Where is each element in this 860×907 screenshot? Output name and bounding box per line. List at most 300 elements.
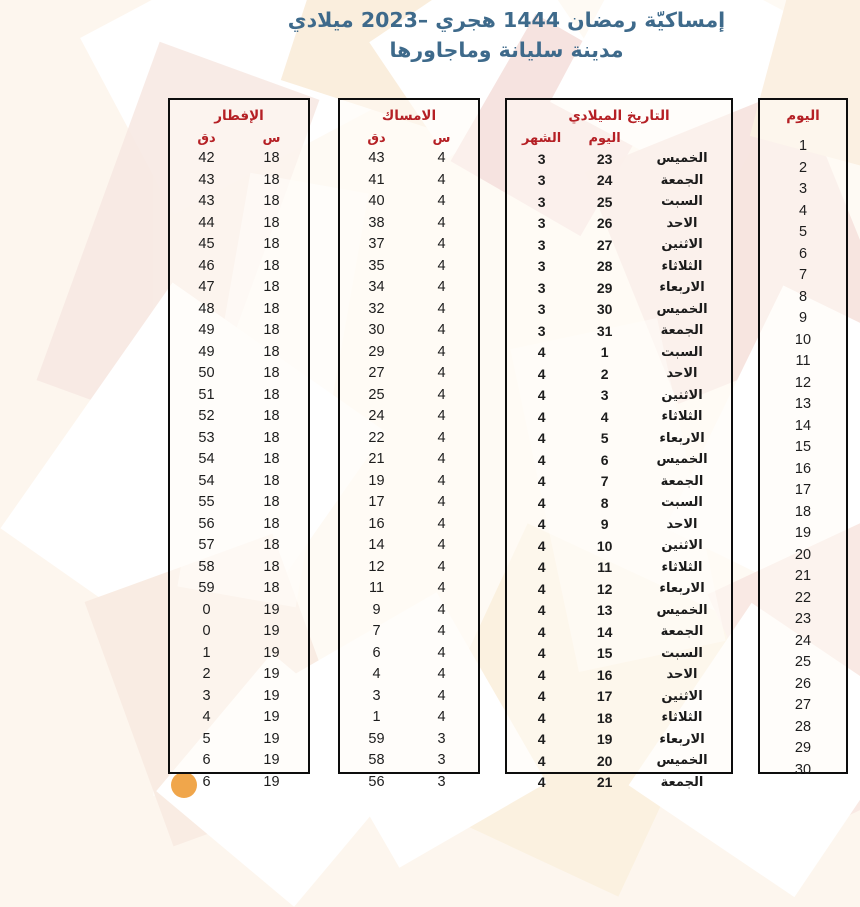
table-row <box>760 286 846 308</box>
table-row <box>760 501 846 523</box>
table-row <box>170 535 308 557</box>
table-row <box>507 750 731 772</box>
cell-ramadan-day: 9 <box>798 310 808 327</box>
table-row <box>760 695 846 717</box>
table-row <box>760 351 846 373</box>
cell-gregorian-month: 4 <box>537 559 546 576</box>
table-row <box>340 320 478 342</box>
cell-weekday-name: الاثنين <box>661 237 703 253</box>
cell-imsak-minute: 1 <box>372 709 381 726</box>
cell-ramadan-day: 4 <box>798 202 808 219</box>
cell-imsak-hour: 4 <box>437 408 446 425</box>
table-row <box>760 394 846 416</box>
cell-weekday-name: السبت <box>661 344 703 360</box>
cell-imsak-minute: 12 <box>368 558 385 575</box>
cell-imsak-hour: 3 <box>437 730 446 747</box>
table-row <box>507 707 731 729</box>
cell-gregorian-day: 24 <box>596 172 613 189</box>
table-row <box>340 728 478 750</box>
cell-iftar-minute: 0 <box>202 601 211 618</box>
table-row <box>340 169 478 191</box>
cell-ramadan-day: 27 <box>794 697 812 714</box>
cell-imsak-minute: 14 <box>368 537 385 554</box>
subheader-row-gregorian <box>507 131 731 146</box>
cell-imsak-minute: 37 <box>368 236 385 253</box>
cell-imsak-hour: 4 <box>437 451 446 468</box>
cell-gregorian-month: 4 <box>537 494 546 511</box>
cell-iftar-minute: 52 <box>198 408 215 425</box>
cell-iftar-minute: 54 <box>198 451 215 468</box>
cell-imsak-hour: 3 <box>437 773 446 790</box>
table-row <box>760 157 846 179</box>
table-row <box>760 243 846 265</box>
cell-ramadan-day: 28 <box>794 718 812 735</box>
cell-ramadan-day: 29 <box>794 740 812 757</box>
cell-iftar-hour: 19 <box>263 730 280 747</box>
table-row <box>170 771 308 793</box>
cell-iftar-minute: 2 <box>202 666 211 683</box>
cell-imsak-minute: 58 <box>368 752 385 769</box>
cell-weekday-name: الخميس <box>656 753 708 769</box>
cell-iftar-hour: 18 <box>263 300 280 317</box>
table-row <box>170 255 308 277</box>
column-header-ramadan-day: اليوم <box>786 108 820 124</box>
table-row <box>507 406 731 428</box>
table-row <box>340 513 478 535</box>
cell-ramadan-day: 1 <box>798 138 808 155</box>
cell-weekday-name: الجمعة <box>660 774 704 790</box>
cell-iftar-hour: 19 <box>263 601 280 618</box>
cell-gregorian-month: 4 <box>537 623 546 640</box>
cell-weekday-name: الاثنين <box>661 688 703 704</box>
table-row <box>760 136 846 158</box>
table-row <box>340 492 478 514</box>
cell-imsak-minute: 6 <box>372 644 381 661</box>
cell-gregorian-month: 4 <box>537 537 546 554</box>
table-row <box>340 255 478 277</box>
table-row <box>170 599 308 621</box>
table-row <box>760 566 846 588</box>
subheader-gregorian-month: الشهر <box>521 130 562 146</box>
table-row <box>170 470 308 492</box>
cell-gregorian-day: 16 <box>596 666 613 683</box>
cell-imsak-minute: 32 <box>368 300 385 317</box>
cell-gregorian-month: 3 <box>537 215 546 232</box>
cell-weekday-name: الاحد <box>666 516 698 532</box>
cell-gregorian-month: 4 <box>537 451 546 468</box>
cell-weekday-name: الثلاثاء <box>661 710 703 726</box>
cell-ramadan-day: 25 <box>794 654 812 671</box>
cell-gregorian-month: 3 <box>537 258 546 275</box>
table-row <box>170 212 308 234</box>
table-row <box>507 363 731 385</box>
cell-gregorian-month: 4 <box>537 408 546 425</box>
table-row <box>507 234 731 256</box>
table-row <box>507 492 731 514</box>
cell-imsak-hour: 4 <box>437 687 446 704</box>
cell-weekday-name: السبت <box>661 495 703 511</box>
cell-weekday-name: الخميس <box>656 151 708 167</box>
cell-gregorian-month: 3 <box>537 150 546 167</box>
cell-ramadan-day: 3 <box>798 181 808 198</box>
cell-iftar-minute: 56 <box>198 515 215 532</box>
subheader-imsak-hour: س <box>432 130 451 146</box>
table-row <box>170 191 308 213</box>
cell-iftar-hour: 18 <box>263 472 280 489</box>
table-row <box>340 470 478 492</box>
cell-imsak-hour: 4 <box>437 343 446 360</box>
cell-imsak-hour: 4 <box>437 580 446 597</box>
cell-gregorian-day: 2 <box>600 365 609 382</box>
table-row <box>340 341 478 363</box>
table-row <box>507 320 731 342</box>
table-row <box>170 685 308 707</box>
cell-gregorian-month: 3 <box>537 172 546 189</box>
cell-imsak-hour: 4 <box>437 537 446 554</box>
table-row <box>507 470 731 492</box>
column-imsak <box>338 98 480 790</box>
table-row <box>507 642 731 664</box>
cell-iftar-hour: 19 <box>263 773 280 790</box>
table-row <box>340 556 478 578</box>
cell-weekday-name: الاحد <box>666 215 698 231</box>
cell-iftar-hour: 19 <box>263 666 280 683</box>
rows-gregorian <box>507 148 731 793</box>
table-row <box>170 384 308 406</box>
table-row <box>760 437 846 459</box>
cell-imsak-minute: 4 <box>372 666 381 683</box>
cell-ramadan-day: 18 <box>794 503 812 520</box>
cell-ramadan-day: 16 <box>794 460 812 477</box>
table-row <box>760 630 846 652</box>
cell-iftar-hour: 18 <box>263 451 280 468</box>
cell-imsak-hour: 4 <box>437 472 446 489</box>
cell-gregorian-day: 28 <box>596 258 613 275</box>
cell-imsak-minute: 35 <box>368 257 385 274</box>
cell-gregorian-month: 4 <box>537 709 546 726</box>
table-row <box>340 277 478 299</box>
cell-gregorian-day: 13 <box>596 602 613 619</box>
table-row <box>507 513 731 535</box>
table-row <box>340 599 478 621</box>
cell-iftar-hour: 18 <box>263 236 280 253</box>
cell-ramadan-day: 8 <box>798 288 808 305</box>
table-row <box>760 759 846 781</box>
page-subtitle: مدينة سليانة وماجاورها <box>389 37 624 62</box>
table-row <box>760 652 846 674</box>
cell-imsak-hour: 4 <box>437 193 446 210</box>
table-row <box>170 234 308 256</box>
cell-ramadan-day: 20 <box>794 546 812 563</box>
cell-imsak-hour: 4 <box>437 214 446 231</box>
cell-gregorian-day: 10 <box>596 537 613 554</box>
table-row <box>760 458 846 480</box>
table-row <box>760 222 846 244</box>
table-row <box>760 308 846 330</box>
subheader-row-imsak <box>340 131 478 146</box>
cell-iftar-minute: 48 <box>198 300 215 317</box>
cell-imsak-hour: 4 <box>437 365 446 382</box>
cell-iftar-minute: 4 <box>202 709 211 726</box>
table-row <box>760 738 846 760</box>
cell-iftar-minute: 49 <box>198 322 215 339</box>
cell-imsak-hour: 4 <box>437 515 446 532</box>
column-header-gregorian: التاريخ الميلادي <box>568 108 670 124</box>
cell-ramadan-day: 5 <box>798 224 808 241</box>
table-row <box>507 277 731 299</box>
cell-imsak-hour: 4 <box>437 644 446 661</box>
table-row <box>340 750 478 772</box>
table-row <box>507 728 731 750</box>
cell-ramadan-day: 12 <box>794 374 812 391</box>
cell-ramadan-day: 10 <box>794 331 812 348</box>
cell-ramadan-day: 22 <box>794 589 812 606</box>
table-row <box>760 716 846 738</box>
cell-iftar-minute: 55 <box>198 494 215 511</box>
cell-imsak-minute: 40 <box>368 193 385 210</box>
cell-ramadan-day: 30 <box>794 761 812 778</box>
table-row <box>170 341 308 363</box>
cell-iftar-minute: 58 <box>198 558 215 575</box>
column-header-iftar: الإفطار <box>214 108 264 124</box>
column-iftar <box>168 98 310 790</box>
table-row <box>760 673 846 695</box>
cell-imsak-hour: 4 <box>437 236 446 253</box>
cell-iftar-hour: 18 <box>263 279 280 296</box>
table-row <box>170 298 308 320</box>
table-row <box>340 707 478 729</box>
cell-weekday-name: الاربعاء <box>659 430 705 446</box>
table-row <box>340 685 478 707</box>
cell-ramadan-day: 17 <box>794 482 812 499</box>
cell-gregorian-day: 31 <box>596 322 613 339</box>
cell-imsak-hour: 4 <box>437 709 446 726</box>
cell-imsak-minute: 34 <box>368 279 385 296</box>
table-row <box>507 578 731 600</box>
cell-gregorian-day: 29 <box>596 279 613 296</box>
cell-iftar-hour: 18 <box>263 558 280 575</box>
cell-gregorian-month: 4 <box>537 666 546 683</box>
cell-iftar-hour: 18 <box>263 408 280 425</box>
cell-gregorian-day: 20 <box>596 752 613 769</box>
cell-weekday-name: الجمعة <box>660 624 704 640</box>
cell-imsak-hour: 4 <box>437 279 446 296</box>
table-row <box>170 148 308 170</box>
cell-iftar-minute: 44 <box>198 214 215 231</box>
cell-iftar-minute: 50 <box>198 365 215 382</box>
cell-gregorian-day: 4 <box>600 408 609 425</box>
table-row <box>760 609 846 631</box>
cell-weekday-name: الخميس <box>656 602 708 618</box>
cell-weekday-name: الاحد <box>666 366 698 382</box>
cell-iftar-hour: 18 <box>263 257 280 274</box>
cell-ramadan-day: 14 <box>794 417 812 434</box>
cell-gregorian-month: 4 <box>537 580 546 597</box>
cell-gregorian-month: 4 <box>537 645 546 662</box>
table-row <box>340 771 478 793</box>
column-ramadan-day <box>758 98 848 778</box>
cell-ramadan-day: 24 <box>794 632 812 649</box>
table-row <box>760 480 846 502</box>
cell-weekday-name: الخميس <box>656 301 708 317</box>
table-row <box>340 406 478 428</box>
cell-ramadan-day: 15 <box>794 439 812 456</box>
table-row <box>340 234 478 256</box>
cell-imsak-minute: 9 <box>372 601 381 618</box>
cell-weekday-name: الاربعاء <box>659 581 705 597</box>
table-row <box>170 449 308 471</box>
table-row <box>760 179 846 201</box>
table-row <box>507 255 731 277</box>
cell-weekday-name: الجمعة <box>660 323 704 339</box>
cell-iftar-hour: 19 <box>263 644 280 661</box>
cell-imsak-minute: 19 <box>368 472 385 489</box>
cell-gregorian-month: 3 <box>537 236 546 253</box>
cell-iftar-minute: 5 <box>202 730 211 747</box>
cell-imsak-hour: 4 <box>437 171 446 188</box>
table-row <box>507 599 731 621</box>
table-row <box>507 685 731 707</box>
table-row <box>170 728 308 750</box>
cell-ramadan-day: 23 <box>794 611 812 628</box>
cell-weekday-name: السبت <box>661 194 703 210</box>
table-row <box>507 427 731 449</box>
cell-imsak-minute: 17 <box>368 494 385 511</box>
cell-iftar-hour: 18 <box>263 171 280 188</box>
table-row <box>170 406 308 428</box>
table-row <box>170 363 308 385</box>
cell-gregorian-day: 30 <box>596 301 613 318</box>
cell-iftar-minute: 42 <box>198 150 215 167</box>
cell-ramadan-day: 21 <box>794 568 812 585</box>
cell-gregorian-day: 23 <box>596 150 613 167</box>
cell-gregorian-day: 5 <box>600 430 609 447</box>
table-row <box>170 427 308 449</box>
table-row <box>507 621 731 643</box>
cell-imsak-minute: 16 <box>368 515 385 532</box>
table-row <box>340 363 478 385</box>
cell-gregorian-day: 9 <box>600 516 609 533</box>
cell-weekday-name: الثلاثاء <box>661 258 703 274</box>
cell-iftar-hour: 18 <box>263 150 280 167</box>
cell-gregorian-day: 8 <box>600 494 609 511</box>
table-row <box>760 523 846 545</box>
cell-gregorian-day: 11 <box>597 559 612 576</box>
cell-gregorian-month: 3 <box>537 322 546 339</box>
cell-gregorian-day: 27 <box>596 236 613 253</box>
table-row <box>170 578 308 600</box>
cell-iftar-minute: 54 <box>198 472 215 489</box>
table-row <box>760 200 846 222</box>
cell-weekday-name: الاثنين <box>661 538 703 554</box>
cell-imsak-minute: 24 <box>368 408 385 425</box>
table-row <box>340 298 478 320</box>
table-row <box>760 415 846 437</box>
table-row <box>760 544 846 566</box>
cell-gregorian-day: 15 <box>596 645 613 662</box>
page-title: إمساكيّة رمضان 1444 هجري –2023 ميلادي <box>287 8 726 32</box>
table-row <box>507 169 731 191</box>
cell-weekday-name: الجمعة <box>660 473 704 489</box>
table-row <box>760 372 846 394</box>
table-row <box>507 191 731 213</box>
cell-imsak-minute: 41 <box>368 171 385 188</box>
table-row <box>507 771 731 793</box>
cell-imsak-minute: 56 <box>368 773 385 790</box>
cell-iftar-hour: 18 <box>263 515 280 532</box>
cell-imsak-minute: 7 <box>372 623 381 640</box>
table-row <box>760 265 846 287</box>
subheader-row-iftar <box>170 131 308 146</box>
table-row <box>507 384 731 406</box>
cell-iftar-minute: 53 <box>198 429 215 446</box>
cell-gregorian-month: 4 <box>537 731 546 748</box>
cell-iftar-minute: 6 <box>202 752 211 769</box>
cell-imsak-minute: 25 <box>368 386 385 403</box>
cell-imsak-minute: 11 <box>368 580 385 597</box>
cell-imsak-hour: 4 <box>437 150 446 167</box>
cell-ramadan-day: 2 <box>798 159 808 176</box>
cell-gregorian-day: 12 <box>596 580 613 597</box>
cell-imsak-hour: 4 <box>437 494 446 511</box>
table-row <box>340 384 478 406</box>
cell-imsak-hour: 4 <box>437 558 446 575</box>
cell-ramadan-day: 26 <box>794 675 812 692</box>
table-row <box>170 642 308 664</box>
column-gregorian-date <box>505 98 733 791</box>
cell-ramadan-day: 6 <box>798 245 808 262</box>
page-header <box>153 0 860 65</box>
subheader-iftar-minute: دق <box>197 130 216 146</box>
cell-iftar-minute: 0 <box>202 623 211 640</box>
table-row <box>507 148 731 170</box>
cell-imsak-minute: 27 <box>368 365 385 382</box>
table-row <box>340 212 478 234</box>
table-row <box>170 492 308 514</box>
cell-iftar-minute: 3 <box>202 687 211 704</box>
cell-ramadan-day: 13 <box>794 396 812 413</box>
imsakiyya-tables <box>153 98 860 791</box>
cell-ramadan-day: 19 <box>794 525 812 542</box>
cell-gregorian-day: 25 <box>596 193 613 210</box>
cell-gregorian-month: 4 <box>537 752 546 769</box>
table-row <box>170 513 308 535</box>
cell-imsak-hour: 4 <box>437 429 446 446</box>
cell-imsak-hour: 4 <box>437 623 446 640</box>
cell-iftar-minute: 43 <box>198 171 215 188</box>
cell-gregorian-month: 4 <box>537 387 546 404</box>
cell-imsak-hour: 4 <box>437 386 446 403</box>
cell-ramadan-day: 11 <box>795 353 811 370</box>
cell-gregorian-day: 21 <box>596 774 613 791</box>
header-spacer <box>760 124 846 134</box>
table-row <box>760 587 846 609</box>
table-row <box>340 664 478 686</box>
table-row <box>507 556 731 578</box>
subheader-imsak-minute: دق <box>367 130 386 146</box>
cell-imsak-hour: 4 <box>437 601 446 618</box>
table-row <box>340 535 478 557</box>
subheader-gregorian-day: اليوم <box>588 130 621 146</box>
table-row <box>170 707 308 729</box>
cell-imsak-minute: 59 <box>368 730 385 747</box>
cell-imsak-minute: 43 <box>368 150 385 167</box>
cell-gregorian-month: 4 <box>537 365 546 382</box>
cell-iftar-minute: 43 <box>198 193 215 210</box>
cell-gregorian-day: 17 <box>596 688 613 705</box>
imsakiyya-page <box>153 0 860 796</box>
table-row <box>507 664 731 686</box>
